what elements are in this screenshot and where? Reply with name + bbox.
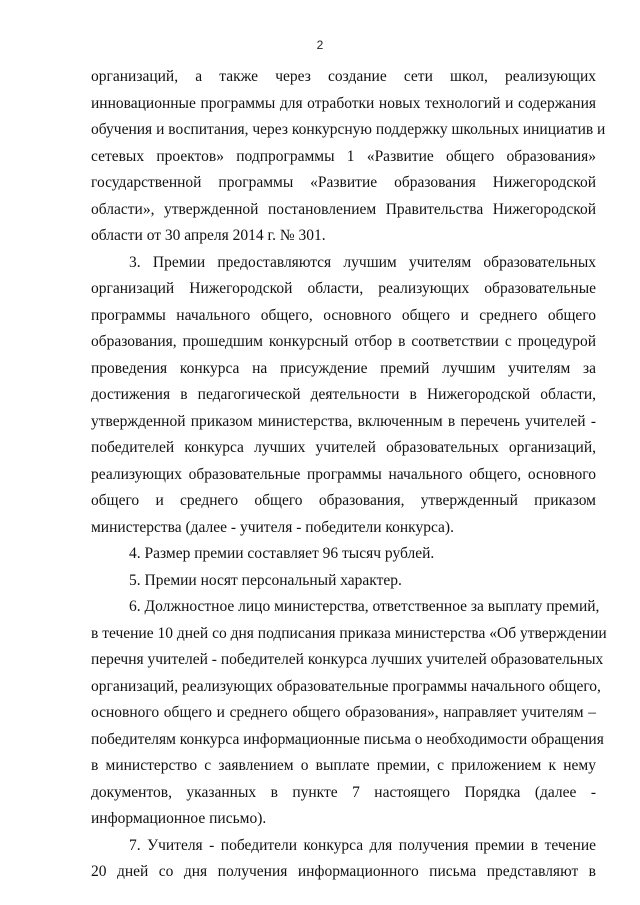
text-line: 20 дней со дня получения информационного письма представляют в — [91, 863, 596, 880]
text-line: победителей конкурса лучших учителей образовательных организаций, — [91, 439, 596, 456]
text-line: общего и среднего общего образования, утвержденный приказом — [91, 492, 596, 509]
paragraph-p-3 — [91, 250, 596, 542]
text-line: перечня учителей - победителей конкурса лучших учителей образовательных — [91, 651, 604, 668]
text-line: государственной программы «Развитие образования Нижегородской — [91, 174, 596, 191]
text-line: основного общего и среднего общего образования», направляет учителям – — [91, 704, 596, 721]
text-line: реализующих образовательные программы начального общего, основного — [91, 465, 596, 483]
paragraph-p-5 — [91, 568, 596, 595]
text-line: информационное письмо). — [91, 810, 267, 827]
text-line: инновационные программы для отработки новых технологий и содержания — [91, 94, 596, 112]
text-line: победителям конкурса информационные письма о необходимости обращения — [91, 730, 604, 748]
text-line: достижения в педагогической деятельности в Нижегородской области, — [91, 386, 596, 403]
text-line: в течение 10 дней со дня подписания приказа министерства «Об утверждении — [91, 624, 607, 642]
text-line: проведения конкурса на присуждение премий лучшим учителям за — [91, 359, 596, 377]
text-line: области от 30 апреля 2014 г. № 301. — [91, 227, 326, 244]
paragraph-p-7 — [91, 833, 596, 886]
text-line: документов, указанных в пункте 7 настоящего Порядка (далее - — [91, 783, 596, 801]
paragraph-p-continuation — [91, 64, 606, 250]
text-line: организаций, реализующих образовательные программы начального общего, — [91, 677, 601, 695]
text-line: организаций, а также через создание сети школ, реализующих — [91, 68, 596, 85]
text-line: 7. Учителя - победители конкурса для получения премии в течение — [129, 836, 596, 854]
page-number: 2 — [316, 38, 324, 52]
text-line: 6. Должностное лицо министерства, ответственное за выплату премий, — [129, 598, 600, 615]
text-line: 5. Премии носят персональный характер. — [129, 571, 402, 589]
text-line: образования, прошедшим конкурсный отбор в соответствии с процедурой — [91, 333, 596, 350]
paragraph-p-4 — [91, 541, 596, 568]
text-line: организаций Нижегородской области, реализующих образовательные — [91, 280, 596, 297]
text-line: программы начального общего, основного общего и среднего общего — [91, 306, 596, 324]
text-line: области», утвержденной постановлением Правительства Нижегородской — [91, 200, 596, 218]
text-line: министерства (далее - учителя - победители конкурса). — [91, 518, 454, 536]
text-line: 4. Размер премии составляет 96 тысяч рублей. — [129, 545, 435, 562]
paragraph-p-6 — [91, 594, 607, 833]
text-line: обучения и воспитания, через конкурсную поддержку школьных инициатив и — [91, 121, 606, 138]
text-line: утвержденной приказом министерства, включенным в перечень учителей - — [91, 412, 596, 430]
text-line: сетевых проектов» подпрограммы 1 «Развитие общего образования» — [91, 147, 596, 165]
document-body — [91, 64, 607, 886]
text-line: в министерство с заявлением о выплате премии, с приложением к нему — [91, 757, 596, 774]
text-line: 3. Премии предоставляются лучшим учителям образовательных — [129, 253, 596, 271]
